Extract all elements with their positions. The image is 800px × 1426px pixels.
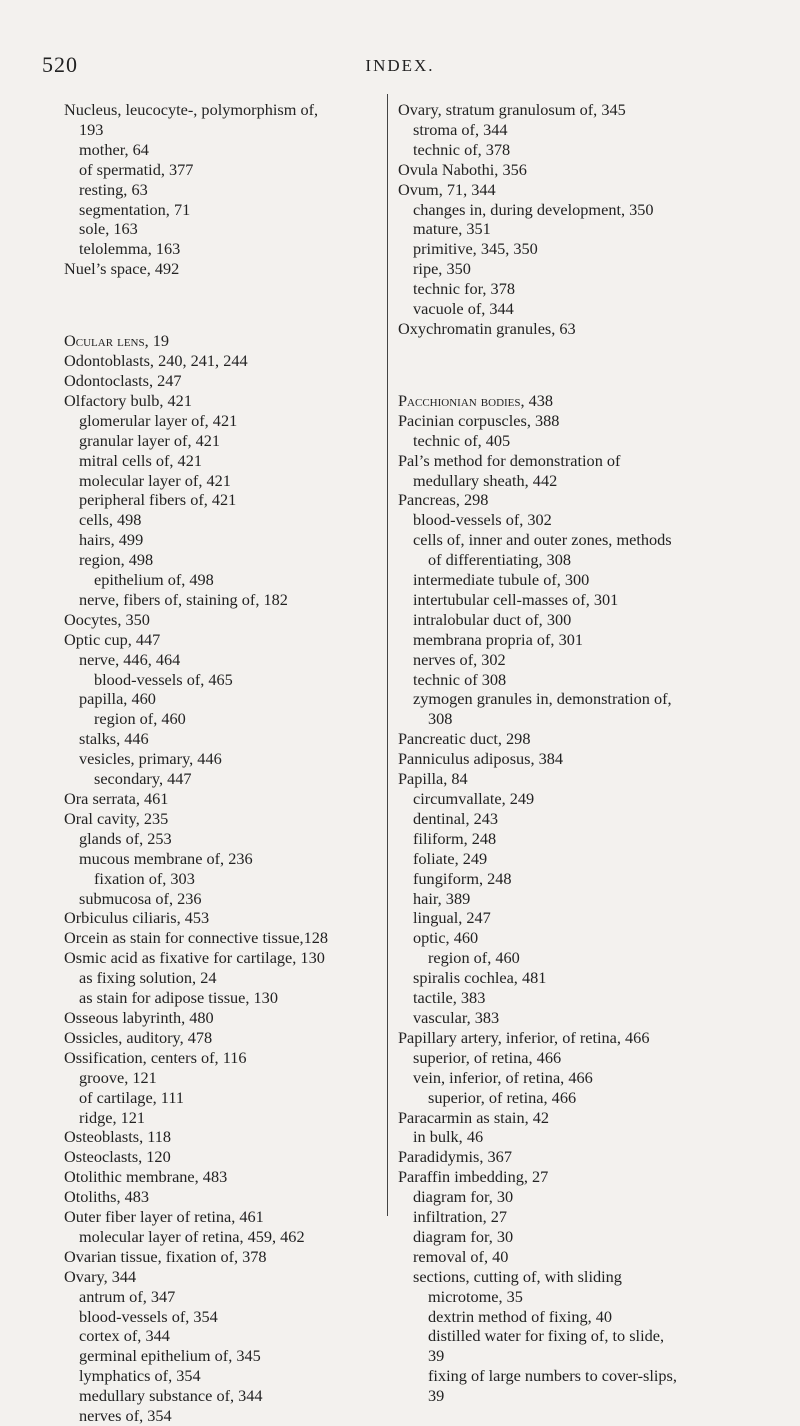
index-subentry: fixation of, 303 — [94, 868, 195, 888]
index-subentry: epithelium of, 498 — [94, 570, 214, 590]
index-entry: Pacchionian bodies, 438 — [398, 390, 554, 410]
index-subentry: papilla, 460 — [79, 689, 156, 709]
index-subentry: mucous membrane of, 236 — [79, 848, 253, 868]
index-entry: Osmic acid as fixative for cartilage, 130 — [64, 948, 325, 968]
running-title: INDEX. — [365, 56, 435, 75]
index-entry: Oxychromatin granules, 63 — [398, 318, 576, 338]
index-entry: Ovary, stratum granulosum of, 345 — [398, 100, 626, 119]
index-entry: Otoliths, 483 — [64, 1187, 150, 1207]
index-entry: Pancreatic duct, 298 — [398, 729, 531, 749]
index-subentry: medullary substance of, 344 — [79, 1386, 263, 1406]
index-entry: Odontoblasts, 240, 241, 244 — [64, 351, 248, 371]
index-subentry: groove, 121 — [79, 1067, 157, 1087]
index-subentry: filiform, 248 — [413, 828, 497, 848]
index-subentry: technic of, 378 — [413, 139, 511, 159]
index-subentry: of cartilage, 111 — [79, 1087, 185, 1107]
section-gap — [398, 339, 710, 391]
index-entry: Nuel’s space, 492 — [64, 259, 180, 279]
index-subentry: infiltration, 27 — [413, 1207, 508, 1227]
index-subentry: dextrin method of fixing, 40 — [428, 1306, 613, 1326]
index-subentry: removal of, 40 — [413, 1246, 509, 1266]
index-subentry: mitral cells of, 421 — [79, 450, 202, 470]
index-entry: Ora serrata, 461 — [64, 789, 169, 808]
index-entry: Paradidymis, 367 — [398, 1147, 512, 1167]
index-entry: Papillary artery, inferior, of retina, 466 — [398, 1027, 650, 1047]
index-subentry: technic of 308 — [413, 669, 507, 689]
index-subentry: microtome, 35 — [428, 1286, 523, 1306]
index-subentry: fungiform, 248 — [413, 868, 512, 888]
page-number: 520 — [42, 52, 78, 77]
index-subentry: mature, 351 — [413, 219, 491, 239]
index-subentry: mother, 64 — [79, 139, 149, 159]
index-subentry: intralobular duct of, 300 — [413, 609, 572, 629]
index-subentry: hair, 389 — [413, 888, 471, 908]
index-subentry: vacuole of, 344 — [413, 299, 514, 319]
index-subentry: blood-vessels of, 354 — [79, 1306, 218, 1326]
index-entry: Outer fiber layer of retina, 461 — [64, 1207, 264, 1227]
index-subentry: optic, 460 — [413, 928, 479, 948]
index-subentry: germinal epithelium of, 345 — [79, 1346, 261, 1366]
index-subentry: glands of, 253 — [79, 828, 172, 848]
index-subentry: in bulk, 46 — [413, 1127, 484, 1147]
section-gap — [64, 279, 364, 331]
index-subentry: circumvallate, 249 — [413, 789, 535, 808]
index-subentry: intermediate tubule of, 300 — [413, 570, 590, 590]
index-subentry: telolemma, 163 — [79, 239, 181, 259]
index-subentry: antrum of, 347 — [79, 1286, 176, 1306]
index-entry: Paraffin imbedding, 27 — [398, 1167, 549, 1187]
index-subentry: 39 — [428, 1346, 445, 1366]
index-subentry: nerve, fibers of, staining of, 182 — [79, 589, 288, 609]
index-subentry: diagram for, 30 — [413, 1187, 514, 1207]
index-subentry: vesicles, primary, 446 — [79, 749, 222, 769]
index-subentry: foliate, 249 — [413, 848, 488, 868]
index-subentry: nerves of, 354 — [79, 1406, 172, 1426]
index-subentry: stalks, 446 — [79, 729, 149, 749]
index-subentry: primitive, 345, 350 — [413, 239, 538, 259]
index-subentry: cells, 498 — [79, 510, 142, 530]
index-subentry: tactile, 383 — [413, 988, 486, 1008]
index-subentry: nerve, 446, 464 — [79, 649, 181, 669]
index-entry: Panniculus adiposus, 384 — [398, 749, 564, 769]
index-entry: Paracarmin as stain, 42 — [398, 1107, 550, 1127]
index-subentry: ridge, 121 — [79, 1107, 146, 1127]
index-subentry: membrana propria of, 301 — [413, 629, 583, 649]
index-subentry: of differentiating, 308 — [428, 550, 572, 570]
index-entry: Oral cavity, 235 — [64, 808, 169, 828]
index-subentry: 39 — [428, 1386, 445, 1406]
index-subentry: lingual, 247 — [413, 908, 491, 928]
index-entry: Oocytes, 350 — [64, 609, 150, 629]
index-subentry: sections, cutting of, with sliding — [413, 1266, 622, 1286]
index-subentry: as fixing solution, 24 — [79, 968, 217, 988]
index-subentry: cortex of, 344 — [79, 1326, 170, 1346]
index-subentry: molecular layer of retina, 459, 462 — [79, 1226, 305, 1246]
index-subentry: glomerular layer of, 421 — [79, 410, 238, 430]
index-subentry: technic for, 378 — [413, 279, 515, 299]
page-header — [0, 52, 800, 82]
index-entry: Pacinian corpuscles, 388 — [398, 410, 560, 430]
index-subentry: blood-vessels of, 465 — [94, 669, 233, 689]
index-subentry: of spermatid, 377 — [79, 159, 194, 179]
index-subentry: distilled water for fixing of, to slide, — [428, 1326, 665, 1346]
index-subentry: lymphatics of, 354 — [79, 1366, 201, 1386]
index-entry: Ossicles, auditory, 478 — [64, 1027, 213, 1047]
index-subentry: sole, 163 — [79, 219, 138, 239]
index-subentry: as stain for adipose tissue, 130 — [79, 988, 278, 1008]
index-subentry: blood-vessels of, 302 — [413, 510, 552, 530]
index-subentry: region, 498 — [79, 550, 154, 570]
index-subentry: hairs, 499 — [79, 530, 144, 550]
index-subentry: stroma of, 344 — [413, 119, 508, 139]
index-entry: Orcein as stain for connective tissue,128 — [64, 928, 329, 948]
index-subentry: 193 — [79, 119, 104, 139]
index-entry: Ossification, centers of, 116 — [64, 1047, 247, 1067]
index-subentry: ripe, 350 — [413, 259, 471, 279]
index-subentry: 308 — [428, 709, 453, 729]
index-subentry: secondary, 447 — [94, 769, 192, 789]
index-subentry: vein, inferior, of retina, 466 — [413, 1067, 593, 1087]
index-entry: Papilla, 84 — [398, 769, 468, 789]
index-subentry: region of, 460 — [94, 709, 186, 729]
index-subentry: medullary sheath, 442 — [413, 470, 558, 490]
index-subentry: changes in, during development, 350 — [413, 199, 654, 219]
index-entry: Pancreas, 298 — [398, 490, 489, 510]
index-subentry: granular layer of, 421 — [79, 430, 221, 450]
index-subentry: peripheral fibers of, 421 — [79, 490, 237, 510]
column-divider — [387, 94, 388, 1216]
index-entry: Pal’s method for demonstration of — [398, 450, 621, 470]
index-entry: Osteoclasts, 120 — [64, 1147, 171, 1167]
index-subentry: vascular, 383 — [413, 1007, 500, 1027]
index-subentry: technic of, 405 — [413, 430, 511, 450]
index-entry: Ovula Nabothi, 356 — [398, 159, 527, 179]
index-subentry: dentinal, 243 — [413, 808, 499, 828]
index-entry: Nucleus, leucocyte-, polymorphism of, — [64, 100, 319, 119]
index-subentry: nerves of, 302 — [413, 649, 506, 669]
index-entry: Ovary, 344 — [64, 1266, 137, 1286]
index-subentry: superior, of retina, 466 — [428, 1087, 577, 1107]
index-subentry: fixing of large numbers to cover-slips, — [428, 1366, 677, 1386]
index-entry: Ovarian tissue, fixation of, 378 — [64, 1246, 267, 1266]
index-subentry: molecular layer of, 421 — [79, 470, 231, 490]
index-subentry: superior, of retina, 466 — [413, 1047, 562, 1067]
index-subentry: spiralis cochlea, 481 — [413, 968, 547, 988]
index-entry: Otolithic membrane, 483 — [64, 1167, 228, 1187]
index-entry: Odontoclasts, 247 — [64, 370, 182, 390]
index-entry: Olfactory bulb, 421 — [64, 390, 192, 410]
index-subentry: region of, 460 — [428, 948, 520, 968]
index-entry: Osteoblasts, 118 — [64, 1127, 172, 1147]
index-entry: Optic cup, 447 — [64, 629, 161, 649]
index-subentry: resting, 63 — [79, 179, 148, 199]
index-entry: Ovum, 71, 344 — [398, 179, 496, 199]
index-subentry: diagram for, 30 — [413, 1226, 514, 1246]
index-subentry: intertubular cell-masses of, 301 — [413, 589, 619, 609]
index-entry: Orbiculus ciliaris, 453 — [64, 908, 210, 928]
index-subentry: segmentation, 71 — [79, 199, 191, 219]
index-subentry: cells of, inner and outer zones, methods — [413, 530, 672, 550]
index-subentry: zymogen granules in, demonstration of, — [413, 689, 672, 709]
index-column-left — [64, 100, 364, 1426]
index-column-right — [398, 100, 710, 1406]
index-subentry: submucosa of, 236 — [79, 888, 202, 908]
index-entry: Osseous labyrinth, 480 — [64, 1007, 214, 1027]
index-entry: Ocular lens, 19 — [64, 331, 170, 351]
